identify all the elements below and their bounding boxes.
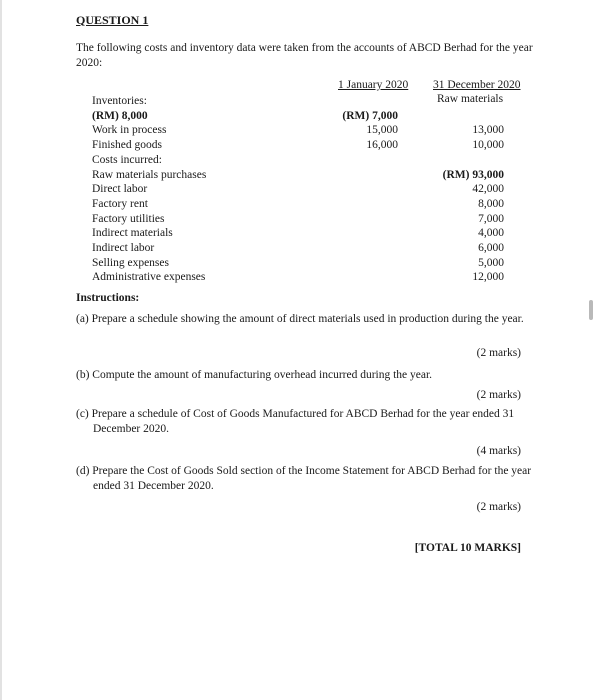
row-label: Finished goods	[92, 139, 162, 151]
row-label: Raw materials purchases	[92, 169, 207, 181]
row-value-dec: 13,000	[472, 124, 504, 136]
row-value-jan: 15,000	[366, 124, 398, 136]
marks-c: (4 marks)	[476, 445, 521, 457]
question-title: QUESTION 1	[76, 13, 149, 27]
row-value-dec: 10,000	[472, 139, 504, 151]
row-value-jan: 16,000	[366, 139, 398, 151]
row-value-dec: (RM) 93,000	[442, 169, 504, 181]
row-value-dec: 4,000	[478, 227, 504, 239]
row-value-dec: 42,000	[472, 183, 504, 195]
question-c: (c) Prepare a schedule of Cost of Goods Manufactured for ABCD Berhad for the year ended 31 December 2020.	[76, 408, 515, 435]
column-header-1: 1 January 2020	[338, 79, 409, 91]
marks-b: (2 marks)	[476, 389, 521, 401]
total-marks: [TOTAL 10 MARKS]	[414, 542, 521, 554]
question-a: (a) Prepare a schedule showing the amount of direct materials used in production during the year.	[76, 313, 524, 325]
row-label: Administrative expenses	[92, 271, 206, 283]
row-label: Inventories:	[92, 95, 147, 107]
row-label: Indirect labor	[92, 242, 155, 254]
row-value-dec: 12,000	[472, 271, 504, 283]
row-value-dec: 7,000	[478, 213, 504, 225]
row-value-dec: 6,000	[478, 242, 504, 254]
column-header-2: 31 December 2020	[433, 79, 521, 91]
marks-a: (2 marks)	[476, 347, 521, 359]
row-value-dec: 8,000	[478, 198, 504, 210]
row-label: (RM) 8,000	[92, 110, 148, 122]
question-d: (d) Prepare the Cost of Goods Sold section of the Income Statement for ABCD Berhad for the year ended 31 December 2020.	[76, 465, 532, 492]
instructions-heading: Instructions:	[76, 292, 140, 304]
row-value-jan: (RM) 7,000	[342, 110, 398, 122]
row-label: Factory utilities	[92, 213, 165, 225]
marks-d: (2 marks)	[476, 501, 521, 513]
row-label: Direct labor	[92, 183, 148, 195]
row-label: Costs incurred:	[92, 154, 162, 166]
row-label: Work in process	[92, 124, 167, 136]
row-value-dec: 5,000	[478, 257, 504, 269]
row-label: Factory rent	[92, 198, 148, 210]
intro-paragraph: The following costs and inventory data were taken from the accounts of ABCD Berhad for the year 2020:	[76, 42, 533, 69]
row-label: Selling expenses	[92, 257, 169, 269]
column-header-2-sub: Raw materials	[437, 93, 504, 105]
question-b: (b) Compute the amount of manufacturing overhead incurred during the year.	[76, 369, 433, 381]
row-label: Indirect materials	[92, 227, 173, 239]
